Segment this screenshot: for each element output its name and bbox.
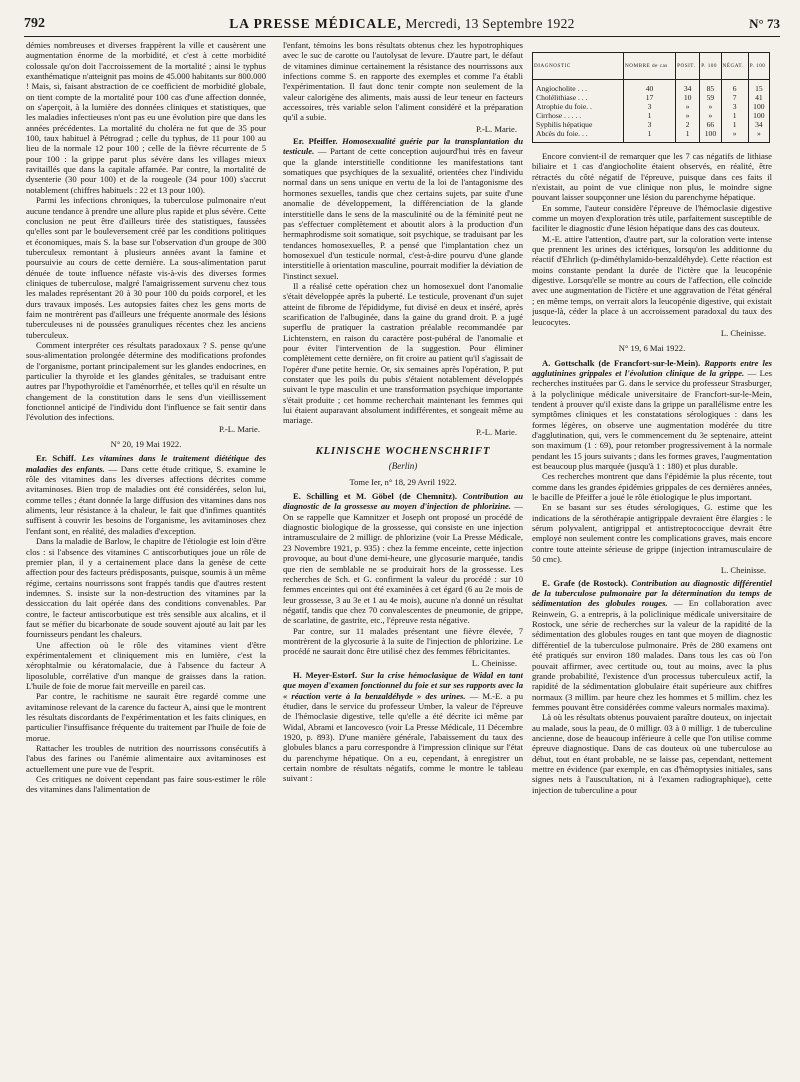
section-title: KLINISCHE WOCHENSCHRIFT: [315, 446, 491, 458]
article-pfeiffer: [283, 136, 523, 281]
table-row: [533, 120, 770, 129]
paragraph: Rattacher les troubles de nutrition des nourrissons consécutifs à l'abus des farines ou l'anémie alimentaire aux avitaminoses est actuellement une pure vue de l'esprit.: [26, 743, 266, 774]
article-schiff: [26, 453, 266, 536]
masthead: [24, 16, 780, 32]
article-author: E. Schilling et M. Göbel (de Chemnitz).: [293, 491, 458, 502]
signature: L. Cheinisse.: [471, 657, 517, 668]
article-author: A. Gottschalk (de Francfort-sur-le-Mein).: [542, 357, 701, 368]
table-cell: 85: [700, 80, 721, 94]
table-cell: 40: [624, 80, 676, 94]
table-cell: »: [700, 102, 721, 111]
table-cell: »: [721, 129, 748, 143]
article-author: Er. Pfeiffer.: [293, 136, 338, 147]
header-rule: [24, 36, 780, 37]
table-cell: Atrophie du foie. .: [533, 102, 624, 111]
page-header: [24, 14, 780, 36]
article-body: — Les recherches instituées par G. dans le service du professeur Strasburger, à la polyclinique médicale universitaire de Francfort-sur-le-Mein, tendent à prouver qu'il existe dans la grippe un parallélisme entre les symptômes cliniques et les constatations sérologiques : dans les formes légères, on observe une augmentation modérée du titre d'agglutination, qui, vers le commencement du 3e septenaire, atteint son maximum (1 : 69), pour retomber progressivement à la normale pendant les 15 jours suivants ; dans les formes graves, l'augmentation est beaucoup plus marquée (jusqu'à 1 : 180) et plus durable.: [532, 367, 772, 471]
table-cell: 59: [700, 93, 721, 102]
diagnostic-table: [532, 52, 770, 143]
column-header: P. 100: [700, 53, 721, 80]
signature: L. Cheinisse.: [720, 565, 766, 576]
table-cell: »: [700, 111, 721, 120]
column-header: NÉGAT.: [721, 53, 748, 80]
table-cell: »: [748, 129, 769, 143]
article-schilling: [283, 491, 523, 625]
table-cell: 100: [748, 111, 769, 120]
table-cell: 3: [624, 120, 676, 129]
table-cell: 34: [748, 120, 769, 129]
table-row: [533, 129, 770, 143]
table-cell: 41: [748, 93, 769, 102]
table-cell: 15: [748, 80, 769, 94]
article-author: Er. Schiff.: [36, 453, 77, 464]
table-cell: 2: [676, 120, 700, 129]
paragraph: Ces critiques ne doivent cependant pas faire sous-estimer le rôle des vitamines dans l'alimentation de: [26, 774, 266, 795]
column-header: P. 100: [748, 53, 769, 80]
article-grafe: [532, 578, 772, 712]
table-cell: 100: [700, 129, 721, 143]
article-title: Contribution au diagnostic différentiel de la tuberculose pulmonaire par la détermination du temps de sédimentation des globules rouges.: [532, 577, 772, 609]
table-cell: 66: [700, 120, 721, 129]
paragraph: Ces recherches montrent que dans l'épidémie la plus récente, tout comme dans les grandes épidémies grippales de ces dernières années, le bacille de Pfeiffer a joué le rôle étiologique le plus important.: [532, 471, 772, 502]
journal-title: LA PRESSE MÉDICALE,: [229, 16, 402, 31]
column-header: DIAGNOSTIC: [533, 53, 624, 80]
paragraph: Une affection où le rôle des vitamines vient d'être expérimentalement et cliniquement mis en lumière, c'est la xérophtalmie ou kératomalacie, due à l'absence du facteur A liposoluble, corrélative d'un manque de graisses dans la ration. L'huile de foie de morue fait merveille en pareil cas.: [26, 639, 266, 691]
column-2: [283, 40, 523, 1080]
table-cell: 100: [748, 102, 769, 111]
paragraph: Dans la maladie de Barlow, le chapitre de l'étiologie est loin d'être clos : si l'absence des vitamines C antiscorbutiques joue un rôle de premier plan, il y a certainement place dans la genèse de cette affection pour des facteurs prédisposants, puisque, soumis à un même régime, certains nourrissons sont frappés tandis que d'autres restent indemnes. S. insiste sur la non-destruction des vitamines par la dessiccation du lait opérée dans des conditions convenables. Par contre, le facteur antiscorbutique est très sensible aux alcalins, et il faut se méfier du bicarbonate de soude souvent ajouté au lait par les fournisseurs pendant les chaleurs.: [26, 536, 266, 640]
paragraph: démies nombreuses et diverses frappèrent la ville et causèrent une augmentation énorme de la morbidité, et c'est à cette morbidité colossale qu'on doit l'accroissement de la mortalité ; ainsi le typhus exanthématique n'atteignit pas moins de 45.000 habitants sur 800.000 ! Mais, si, faisant abstraction de ce coefficient de morbidité globale, on tient compte de la mortalité pour 100 cas d'une affection donnée, on s'aperçoit, à la lumière des données cliniques et statistiques, que les maladies infectieuses n'ont pas eu une évolution pire que dans les années précédentes. La mortalité du choléra ne fut que de 35 pour 100, taux habituel à Pétrograd ; celle du typhus, de 11 pour 100 au lieu de la normale 12 pour 100 ; celle de la fièvre récurrente de 5 pour 100 : la grippe parut plus sévère dans les villages mieux ravitaillés que dans la capitale affamée. Par contre, la mortalité de dysenterie (30 pour 100) et de la rougeole (34 pour 100) s'accrut notablement (chiffres habituels : 22 et 13 pour 100).: [26, 40, 266, 195]
article-meyer: [283, 670, 523, 784]
signature: P.-L. Marie.: [475, 426, 517, 437]
article-title: Contribution au diagnostic de la grossesse au moyen d'injection de phlorizine.: [283, 491, 523, 512]
column-header: POSIT.: [676, 53, 700, 80]
paragraph: Il a réalisé cette opération chez un homosexuel dont l'anomalie s'était développée après la puberté. Le testicule, provenant d'un sujet atteint de fibrome de l'épididyme, fut divisé en deux et inséré, après scarification de l'albuginée, dans la gaine du grand droit. P. a jugé superflu de pratiquer la castration préalable recommandée par Lichtenstern, en raison du caractère post-pubéral de l'anomalie et pour éviter l'intervention de la suggestion. Pour éliminer complètement cette dernière, on fit croire au patient qu'il s'agissait de l'opérer d'une petite hernie. Or, six semaines après l'opération, P. put constater que les poils du pubis s'étaient notablement développés suivant le type masculin et une transformation psychique importante s'était produite ; cet homme recherchait maintenant les femmes qui lui étaient auparavant absolument indifférentes, et songeait même au mariage.: [283, 280, 523, 426]
table-row: [533, 102, 770, 111]
paragraph: Comment interpréter ces résultats paradoxaux ? S. pense qu'une sous-alimentation prolongée détermine des modifications profondes de l'organisme, portant principalement sur les glandes endocrines, en particulier la thyroïde et les glandes génitales, se traduisant entre autres par l'hypothyroïdie et l'aménorrhée, et telles qu'il en résulte un changement de la constitution dans le sens d'un vieillissement fonctionnel anticipé de l'individu dont l'influence se fait sentir dans l'évolution des infections.: [26, 339, 266, 423]
page-number: 792: [24, 16, 45, 31]
signature: P.-L. Marie.: [218, 423, 260, 434]
issue-date-line: Tome Ier, n° 18, 29 Avril 1922.: [349, 476, 457, 487]
table-cell: 10: [676, 93, 700, 102]
paragraph: Parmi les infections chroniques, la tuberculose pulmonaire n'eut aucune tendance à prendre une allure plus rapide et plus sévère. Cette conclusion ne peut être d'ailleurs tirée des statistiques, faussées qu'elles sont par le bouleversement créé par les conditions politiques et économiques, mais S. la base sur l'observation d'un groupe de 300 tuberculeux remontant à plusieurs années avant la famine et poursuivie au cours de cette dernière. La sous-alimentation parut dénuée de toute influence néfaste vis-à-vis des diverses formes cliniques de tuberculose, malgré l'amaigrissement survenu chez tous les malades représentant 20 à 30 pour 100 du poids corporel, et les durs travaux imposés. Les autopsies faites chez les gens morts de faim ne montrèrent pas d'ailleurs une fréquente anormale des lésions tuberculeuses ni de poussées granuliques récentes chez les anciens tuberculeux.: [26, 195, 266, 340]
table-cell: 17: [624, 93, 676, 102]
table-cell: »: [676, 102, 700, 111]
table-cell: 34: [676, 80, 700, 94]
table-cell: 3: [721, 102, 748, 111]
table-row: [533, 111, 770, 120]
signature: L. Cheinisse.: [720, 327, 766, 338]
table-cell: Cholélithiase . . .: [533, 93, 624, 102]
column-1: [26, 40, 266, 1080]
article-title: Les vitamines dans le traitement diététique des maladies des enfants.: [26, 453, 266, 474]
issue-number: N° 73: [749, 16, 780, 31]
table-cell: 7: [721, 93, 748, 102]
article-author: E. Grafe (de Rostock).: [542, 577, 628, 588]
article-author: H. Meyer-Estorf.: [293, 669, 358, 680]
section-city: (Berlin): [388, 461, 418, 472]
paragraph: Par contre, sur 11 malades présentant une fièvre élevée, 7 montrèrent de la glycosurie à la suite de l'injection de phlorizine. Le procédé ne saurait donc être utilisé chez des femmes fébricitantes.: [283, 625, 523, 657]
article-gottschalk: [532, 358, 772, 472]
article-body: — On se rappelle que Kamnitzer et Joseph ont proposé un procédé de diagnostic biologique de la grossesse, qui consiste en une injection intramusculaire de 2 milligr. de phlorizine (voir La Presse Médicale, 23 Novembre 1921, p. 935) : chez la femme enceinte, cette injection provoque, au bout d'une demi-heure, une glycosurie marquée, tandis que rien de semblable ne se produirait hors de la grossesse. Les recherches de Sch. et G. confirment la valeur du procédé : sur 10 femmes enceintes qui ont été examinées à cet égard (6 au 2e mois de leur grossesse, 3 au 3e et 1 au 4e mois), aucune n'a donné un résultat négatif, tandis que chez 70 convalescentes de pneumonie, de grippe, de scarlatine, de gastrite, etc., l'épreuve resta négative.: [283, 501, 523, 626]
table-cell: Cirrhose . . . . .: [533, 111, 624, 120]
table-cell: 1: [721, 111, 748, 120]
table-cell: 1: [624, 111, 676, 120]
table-cell: Abcès du foie. . .: [533, 129, 624, 143]
table-cell: Angiocholite . . .: [533, 80, 624, 94]
paragraph: En se basant sur ses études sérologiques, G. estime que les indications de la sérothérapie antigrippale devraient être élargies : le sérum polyvalent, antigrippal et antistreptococcique devrait être employé non seulement contre les complications graves, mais encore contre toute atteinte sérieuse de grippe (injection intramusculaire de 50 cmc).: [532, 502, 772, 565]
table-row: [533, 93, 770, 102]
article-body: — En collaboration avec Reinwein, G. a entrepris, à la policlinique médicale universitaire de Rostock, une série de recherches sur la valeur de la rapidité de la sédimentation des globules rouges en tant que moyen de diagnostic différentiel de la tuberculose pulmonaire. Près de 280 examens ont été pratiqués sur environ 180 malades. Dans tous les cas où l'on pouvait affirmer, avec certitude ou, tout au moins, avec la plus grande probabilité, l'existence d'un processus tuberculeux actif, la rapidité de la sédimentation globulaire était supérieure aux chiffres normaux (3 millim. par heure chez les hommes et 5 millim. chez les femmes pouvant être considérées comme valeurs normales maxima).: [532, 598, 772, 712]
signature: P.-L. Marie.: [475, 123, 517, 134]
paragraph: En somme, l'auteur considère l'épreuve de l'hémoclasie digestive comme un moyen d'exploration très utile, parfaitement susceptible de faciliter le diagnostic d'une lésion hépatique dans des cas douteux.: [532, 202, 772, 234]
table-cell: 6: [721, 80, 748, 94]
table-cell: 1: [624, 129, 676, 143]
table-cell: 1: [721, 120, 748, 129]
table-cell: 1: [676, 129, 700, 143]
paragraph: Par contre, le rachitisme ne saurait être regardé comme une avitaminose relevant de la carence du facteur A, ainsi que le montrent les résultats discordants de l'expérimentation et les faits cliniques, en particulier l'insuffisance fréquente du traitement par l'huile de foie de morue.: [26, 691, 266, 743]
paragraph: M.-E. attire l'attention, d'autre part, sur la coloration verte intense que prennent les urines des ictériques, lorsqu'on les additionne du réactif d'Ehrlich (p-diméthylamido-benzaldéhyde). Cette réaction est moins constante pendant la durée de l'ictère que la leucopénie digestive. Lorsqu'elle se montre au cours de l'affection, elle coïncide avec une augmentation de l'ictère et une aggravation de l'état général ; en même temps, on verrait alors la leucopénie digestive, qui existait jusque-là, céder la place à un accroissement paradoxal du taux des leucocytes.: [532, 233, 772, 327]
column-header: NOMBRE de cas: [624, 53, 676, 80]
article-body: — Dans cette étude critique, S. examine le rôle des vitamines dans les diverses affections décrites comme avitaminoses. Bien trop de maladies ont été considérées, selon lui, comme telles ; étant donnée la large diffusion des vitamines dans nos aliments, leur résistance à la chaleur, le fait que d'infimes quantités suffisent à couvrir les besoins de l'organisme, les avitaminoses chez l'enfant sont, en réalité, des maladies d'exception.: [26, 463, 266, 536]
table-row: [533, 80, 770, 94]
paragraph: Là où les résultats obtenus pouvaient paraître douteux, on injectait au malade, sous la peau, de 0 milligr. 03 à 0 milligr. 1 de tuberculine ancienne, dose de beaucoup inférieure à celle que l'on utilise comme épreuve diagnostique. Dans de cas douteux où une tuberculose au début, tout en étant probable, ne se laisse pas, cependant, nettement mettre en évidence (par exemple, en cas d'hémoptysies initiales, sans signes nets à l'auscultation, ni à l'examen radiographique), cette injection de tuberculine a pour: [532, 712, 772, 795]
article-body: — Partant de cette conception aujourd'hui très en faveur que la glande interstitielle conditionne les manifestations tant somatiques que psychiques de la sexualité, orientées chez l'individu normal dans un sens unique en vertu de la loi de l'antagonisme des hormones sexuelles, tandis que chez certains sujets, par suite d'une anomalie de développement, la différenciation de la glande interstitielle dans le sens de la masculinité ou de la féminité peut ne pas s'effectuer complètement et aboutit alors à la production d'un hermaphrodisme soit somatique, soit psychique, se traduisant par les tendances homosexuelles, P. a pensé que l'implantation chez un homosexuel d'un testicule normal, c'est-à-dire pourvu d'une glande interstitielle à orientation masculine, pourrait modifier la déviation de l'instinct sexuel.: [283, 146, 523, 281]
paragraph: l'enfant, témoins les bons résultats obtenus chez les hypotrophiques avec le suc de carotte ou l'autolysat de levure. D'autre part, le défaut de vitamines diminue certainement la résistance des nourrissons aux infections comme S. en rapporte des exemples et comme l'a établi l'expérimentation. Il faut donc tenir compte non seulement de la valeur calorigène des aliments, mais aussi de leur teneur en facteurs accessoires, très variable selon l'aliment considéré et la préparation qu'il a subie.: [283, 40, 523, 123]
issue-date-line: N° 19, 6 Mai 1922.: [618, 343, 686, 354]
article-title: Rapports entre les agglutinines grippales et l'évolution clinique de la grippe.: [532, 357, 772, 378]
table-header-row: [533, 53, 770, 80]
table-cell: Syphilis hépatique: [533, 120, 624, 129]
article-title: Homosexualité guérie par la transplantation du testicule.: [283, 136, 523, 157]
paragraph: Encore convient-il de remarquer que les 7 cas négatifs de lithiase biliaire et 1 cas d'angiocholite étaient observés, en réalité, être rétractés du côté négatif de l'épreuve, puisque dans ces faits il n'existait, au point de vue clinique non plus, le moindre signe pouvant laisser soupçonner une lésion du parenchyme hépatique.: [532, 151, 772, 203]
table-cell: »: [676, 111, 700, 120]
column-3: [532, 40, 772, 1080]
issue-date-line: N° 20, 19 Mai 1922.: [110, 439, 182, 450]
article-title: Sur la crise hémoclasique de Widal en tant que moyen d'examen fonctionnel du foie et sur ses rapports avec la « réaction verte à la benzaldéhyde » des urines.: [283, 669, 523, 701]
article-body: — M.-E. a pu étudier, dans le service du professeur Umber, la valeur de l'épreuve de l'hémoclasie digestive, telle qu'elle a été décrite ici même par Widal, Abrami et Iancovesco (voir La Presse Médicale, 11 Décembre 1920, p. 893). D'une manière générale, l'abaissement du taux des globules blancs a paru correspondre à l'impression clinique sur l'état du parenchyme hépatique. On a eu, cependant, à enregistrer un certain nombre de résultats négatifs, comme le montre le tableau suivant :: [283, 690, 523, 784]
issue-date: Mercredi, 13 Septembre 1922: [405, 16, 575, 31]
table-cell: 3: [624, 102, 676, 111]
